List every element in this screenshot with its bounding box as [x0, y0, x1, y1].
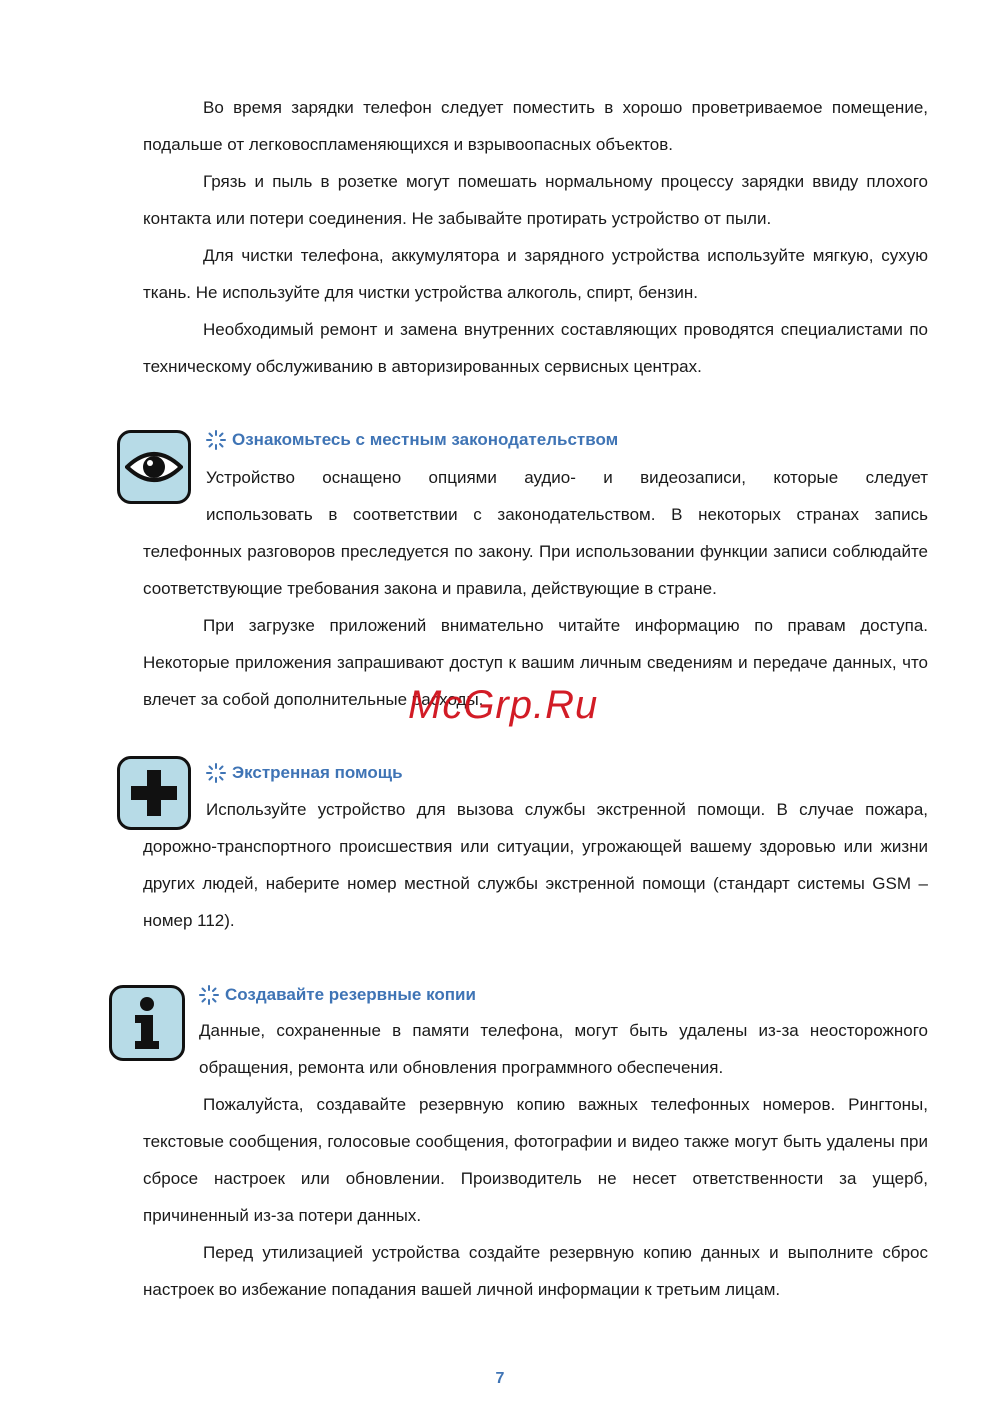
- medical-cross-icon: [117, 756, 191, 830]
- sparkle-icon: [206, 430, 226, 450]
- paragraph-cleaning: Для чистки телефона, аккумулятора и зарядного устройства используйте мягкую, сухую ткань. Не используйте для чистки устройства алкоголь, спирт, бензин.: [143, 246, 928, 302]
- paragraph-repair: Необходимый ремонт и замена внутренних составляющих проводятся специалистами по техническому обслуживанию в авторизированных сервисных центрах.: [143, 320, 928, 376]
- backup-paragraph-disposal: Перед утилизацией устройства создайте резервную копию данных и выполните сброс настроек во избежание попадания вашей личной информации к третьим лицам.: [143, 1243, 928, 1299]
- sparkle-icon: [199, 985, 219, 1005]
- backup-paragraph-numbers: Пожалуйста, создавайте резервную копию важных телефонных номеров. Рингтоны, текстовые сообщения, голосовые сообщения, фотографии и видео также могут быть удалены при сбросе настроек или обновлении. Производитель не несет ответственности за ущерб, причиненный из-за потери данных.: [143, 1095, 928, 1225]
- section-heading-text: Создавайте резервные копии: [225, 985, 476, 1004]
- section-heading-law: [206, 428, 618, 452]
- law-paragraph-apps: При загрузке приложений внимательно читайте информацию по правам доступа. Некоторые приложения запрашивают доступ к вашим личным сведениям и передаче данных, что влечет за собой дополнительные расходы.: [143, 616, 928, 709]
- section-heading-text: Ознакомьтесь с местным законодательством: [232, 430, 619, 449]
- law-lead-line-2: использовать в соответствии с законодательством. В некоторых странах запись: [206, 505, 928, 524]
- law-paragraph-rest: телефонных разговоров преследуется по закону. При использовании функции записи соблюдайте соответствующие требования закона и правила, действующие в стране.: [143, 542, 928, 598]
- paragraph-dust-socket: Грязь и пыль в розетке могут помешать нормальному процессу зарядки ввиду плохого контакта или потери соединения. Не забывайте протирать устройство от пыли.: [143, 172, 928, 228]
- backup-lead-line-2: обращения, ремонта или обновления программного обеспечения.: [199, 1058, 724, 1077]
- law-lead-line-1: Устройство оснащено опциями аудио- и видеозаписи, которые следует: [206, 468, 928, 487]
- emergency-lead-line-1: Используйте устройство для вызова службы экстренной помощи. В случае пожара,: [206, 800, 928, 819]
- sparkle-icon: [206, 763, 226, 783]
- section-heading-backup: [199, 983, 476, 1007]
- section-heading-text: Экстренная помощь: [232, 763, 403, 782]
- backup-lead-line-1: Данные, сохраненные в памяти телефона, могут быть удалены из-за неосторожного: [199, 1021, 928, 1040]
- eye-icon: [117, 430, 191, 504]
- emergency-paragraph-rest: дорожно-транспортного происшествия или ситуации, угрожающей вашему здоровью или жизни других людей, наберите номер местной службы экстренной помощи (стандарт системы GSM – номер 112).: [143, 837, 928, 930]
- paragraph-charging-ventilation: Во время зарядки телефон следует поместить в хорошо проветриваемое помещение, подальше от легковоспламеняющихся и взрывоопасных объектов.: [143, 98, 928, 154]
- watermark: McGrp.Ru: [408, 683, 599, 727]
- info-icon: [109, 985, 185, 1061]
- section-heading-emergency: [206, 761, 403, 785]
- page-number: 7: [495, 1370, 505, 1387]
